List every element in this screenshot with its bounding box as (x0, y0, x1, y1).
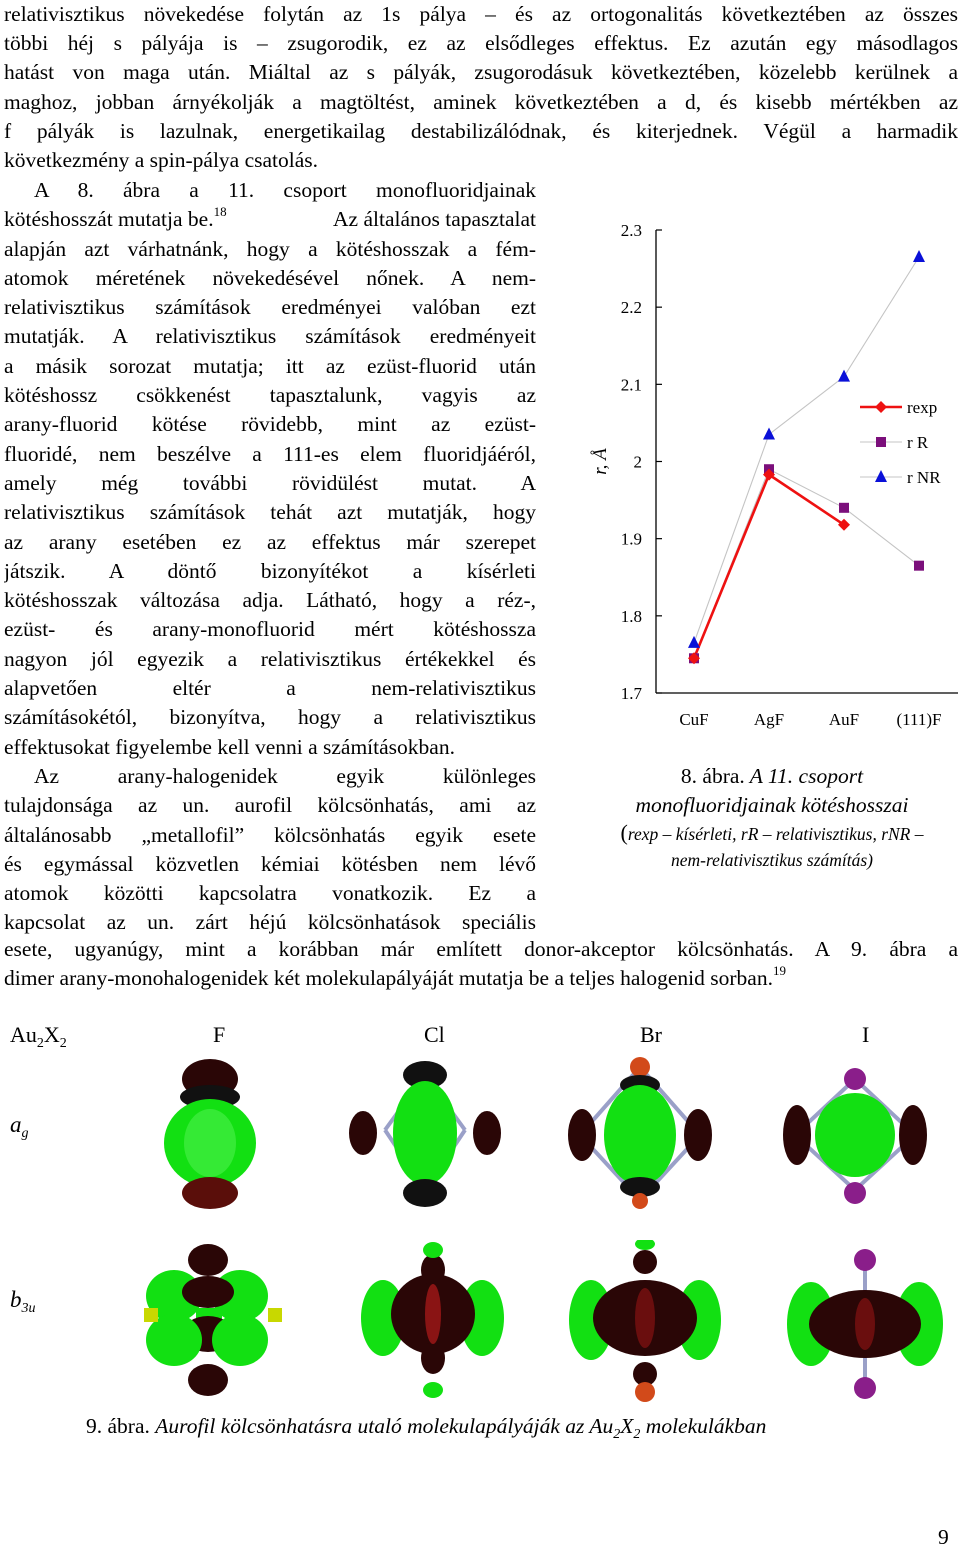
orbital-b3u-f (140, 1240, 290, 1400)
y-tick-label: 1.7 (620, 684, 642, 703)
x-tick-label: AuF (828, 710, 860, 729)
text-line: effektusokat figyelembe kell venni a számításokban. (4, 734, 455, 759)
page-number: 9 (938, 1525, 949, 1549)
text-line: atomok közötti kapcsolatra vonatkozik. Ez a (4, 881, 536, 906)
x-tick-label: CuF (679, 710, 709, 729)
text-line: a másik sorozat mutatja; itt az ezüst-fluorid után (4, 353, 536, 378)
orbital-b3u-i (785, 1240, 945, 1405)
figure-number: 8. ábra. (680, 764, 745, 788)
x-tick-label: AgF (753, 710, 785, 729)
legend-marker (876, 437, 886, 447)
figure-title: Aurofil kölcsönhatásra utaló molekulapályáják az $Au_2X_2$ molekulákban (155, 1414, 767, 1442)
row-label-b3u: $b_{3u}$ (10, 1287, 36, 1316)
text-fragment: Az általános tapasztalat (333, 207, 536, 231)
y-tick-label: 2 (633, 452, 642, 472)
text-line: ezüst- és arany-monofluorid mért kötéshossza (4, 617, 536, 642)
x-tick-label: (111)F (896, 710, 942, 729)
text-line: alapvetően eltér a nem-relativisztikus (4, 676, 536, 700)
y-tick-label: 2.3 (620, 221, 642, 240)
y-tick-label: 1.8 (620, 606, 642, 626)
column-header-f: F (213, 1022, 226, 1047)
data-point-r-R (914, 561, 924, 571)
text-line: következmény a spin-pálya csatolás. (4, 148, 319, 172)
row-label-ag: $a_g$ (10, 1112, 29, 1141)
data-point-r-NR (913, 250, 925, 262)
orbital-b3u-br (565, 1240, 725, 1405)
text-line: alapján azt várhatnánk, hogy a kötéshosszak a fém- (4, 236, 536, 261)
column-header-br: Br (640, 1022, 662, 1047)
text-line: fluoridé, nem beszélve a 111-es elem fluoridjáéról, (4, 441, 536, 466)
text-line: játszik. A döntő bizonyítékot a kísérleti (4, 558, 536, 583)
text-line: mutatják. A relativisztikus számítások eredményeit (4, 324, 536, 349)
orbital-b3u-cl (355, 1240, 510, 1400)
text-line: dimer arany-monohalogenidek két molekulapályáját mutatja be a teljes halogenid sorban.$^{19}$ (4, 963, 786, 990)
text-line: nagyon jól egyezik a relativisztikus értékekkel és (4, 646, 536, 671)
series-line-r-R (694, 469, 919, 658)
figure-8-caption (584, 762, 960, 873)
text-line: és egymással közvetlen kémiai kötésben nem lévő (4, 851, 536, 876)
legend-marker (875, 470, 887, 482)
text-line: kötéshosszak változása adja. Látható, hogy a réz-, (4, 588, 536, 613)
orbital-ag-br (560, 1055, 720, 1210)
legend-label: r NR (907, 468, 941, 487)
text-line: az arany esetében ez az effektus már szerepet (4, 529, 536, 554)
text-line: tulajdonsága az un. aurofil kölcsönhatás, ami az (4, 793, 536, 818)
text-line: többi héj s pályája is – zsugorodik, ez az elsődleges effektus. Ez azután egy másodlagos (4, 31, 958, 55)
figure-title: monofluoridjainak kötéshosszai (635, 793, 909, 817)
column-header-i: I (862, 1022, 870, 1047)
formula-header: $Au_2X_2$ (10, 1022, 67, 1051)
text-line: általánosabb „metallofil” kölcsönhatás egyik esete (4, 822, 536, 847)
y-axis-label: r, Å (590, 448, 611, 475)
text-line: maghoz, jobban árnyékolják a magtöltést, aminek következtében a d, és kisebb mértékben az (4, 90, 958, 114)
orbital-ag-i (775, 1055, 935, 1210)
y-tick-label: 2.1 (620, 375, 642, 395)
data-point-r-NR (688, 636, 700, 648)
text-line: amely még további rövidülést mutat. A (4, 470, 536, 495)
data-point-r-NR (763, 427, 775, 439)
text-line: Az arany-halogenidek egyik különleges (34, 763, 536, 788)
legend-label: rexp (907, 398, 938, 417)
legend-marker (875, 401, 887, 413)
column-header-cl: Cl (424, 1022, 445, 1047)
series-line-r-NR (694, 257, 919, 643)
text-line: atomok méretének növekedésével nőnek. A nem- (4, 265, 536, 290)
text-line: számításokétól, bizonyítva, hogy a relativisztikus (4, 705, 536, 730)
y-tick-label: 1.9 (620, 529, 642, 549)
paren: ( (620, 820, 628, 845)
text-line: relativisztikus számítások tehát azt mutatják, hogy (4, 500, 536, 525)
citation-19[interactable]: 19 (772, 963, 786, 978)
figure-note: rexp – kísérleti, rR – relativisztikus, rNR – (627, 824, 924, 844)
text-fragment: kötéshosszát mutatja be.$^{18}$ (4, 204, 227, 231)
figure-note: nem-relativisztikus számítás) (670, 850, 874, 870)
text-line: arany-fluorid kötése rövidebb, mint az ezüst- (4, 412, 536, 437)
figure-title: A 11. csoport (744, 764, 864, 788)
citation-18[interactable]: 18 (213, 204, 227, 219)
text-line: esete, ugyanúgy, mint a korábban már említett donor-akceptor kölcsönhatás. A 9. ábra a (4, 937, 958, 961)
text-line: A 8. ábra a 11. csoport monofluoridjainak (34, 178, 536, 202)
text-line: relativisztikus növekedése folytán az 1s pálya – és az ortogonalitás következtében az összes (4, 2, 958, 26)
orbital-ag-cl (345, 1055, 505, 1210)
bond-length-chart (584, 210, 960, 755)
series-line-rexp (694, 475, 844, 659)
text-line: hatást von maga után. Miáltal az s pályák, zsugorodásuk következtében, közelebb kerülnek a (4, 60, 958, 84)
text-line: relativisztikus számítások eredményei valóban ezt (4, 295, 536, 320)
figure-9-caption (86, 1414, 766, 1443)
orbital-ag-f (130, 1055, 290, 1210)
y-tick-label: 2.2 (620, 298, 642, 318)
data-point-r-R (839, 503, 849, 513)
text-line (4, 205, 536, 234)
text-line: kötéshossz csökkenést tapasztalunk, vagyis az (4, 383, 536, 407)
legend-label: r R (907, 433, 929, 452)
data-point-r-NR (838, 370, 850, 382)
text-line: kapcsolat az un. zárt héjú kölcsönhatások speciális (4, 910, 536, 935)
figure-number: 9. ábra. (86, 1414, 156, 1438)
text-line: f pályák is lazulnak, energetikailag destabilizálódnak, és kiterjednek. Végül a harmadik (4, 119, 958, 143)
